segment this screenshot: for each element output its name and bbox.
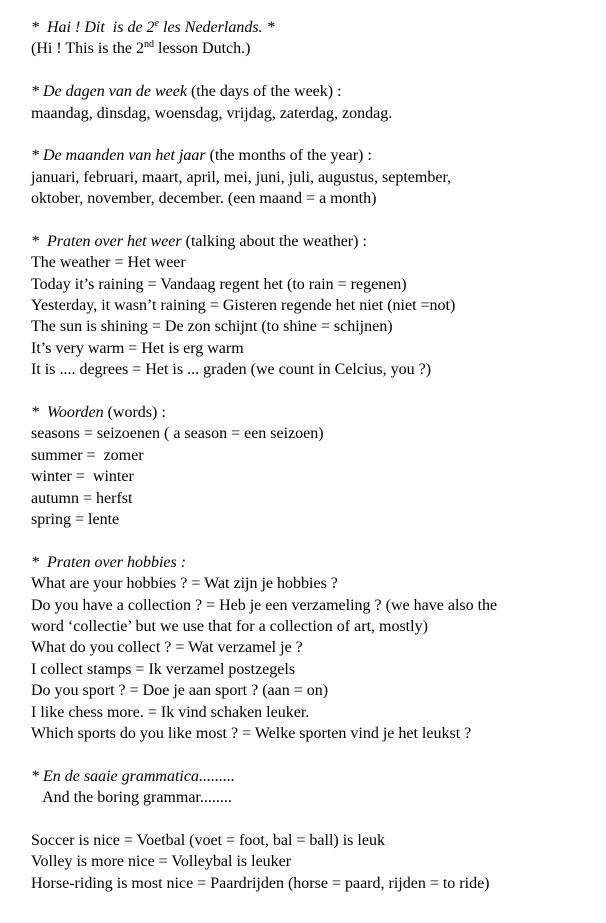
months-list-line: januari, februari, maart, april, mei, juni, juli, augustus, september, xyxy=(31,168,452,186)
lesson-document xyxy=(31,17,591,894)
hobbies-line: Do you sport ? = Doe je aan sport ? (aan = on) xyxy=(31,682,329,700)
weather-line: Today it’s raining = Vandaag regent het (to rain = regenen) xyxy=(31,275,407,293)
hobbies-line: Which sports do you like most ? = Welke sporten vind je het leukst ? xyxy=(31,724,472,742)
grammar-line: Soccer is nice = Voetbal (voet = foot, bal = ball) is leuk xyxy=(31,831,385,849)
grammar-line: Volley is more nice = Volleybal is leuker xyxy=(31,853,292,871)
grammar-line: Horse-riding is most nice = Paardrijden (horse = paard, rijden = to ride) xyxy=(31,874,490,892)
hobbies-line: I collect stamps = Ik verzamel postzegels xyxy=(31,660,296,678)
hobbies-line: Do you have a collection ? = Heb je een verzameling ? (we have also the xyxy=(31,596,498,614)
weather-heading: * Praten over het weer (talking about the weather) : xyxy=(31,232,367,250)
days-list: maandag, dinsdag, woensdag, vrijdag, zaterdag, zondag. xyxy=(31,104,393,122)
months-heading: * De maanden van het jaar (the months of the year) : xyxy=(31,147,372,165)
hobbies-line: word ‘collectie’ but we use that for a collection of art, mostly) xyxy=(31,617,428,635)
weather-line: The sun is shining = De zon schijnt (to shine = schijnen) xyxy=(31,318,393,336)
grammar-subheading: And the boring grammar........ xyxy=(31,789,232,807)
words-line: winter = winter xyxy=(31,468,134,486)
weather-line: The weather = Het weer xyxy=(31,254,186,272)
words-line: autumn = herfst xyxy=(31,489,133,507)
hobbies-line: What do you collect ? = Wat verzamel je ? xyxy=(31,639,303,657)
hobbies-line: I like chess more. = Ik vind schaken leuker. xyxy=(31,703,310,721)
months-list-line: oktober, november, december. (een maand = a month) xyxy=(31,190,377,208)
weather-line: Yesterday, it wasn’t raining = Gisteren regende het niet (niet =not) xyxy=(31,297,456,315)
words-line: spring = lente xyxy=(31,510,120,528)
intro-title: * Hai ! Dit is de 2e les Nederlands. * xyxy=(31,18,275,36)
intro-translation: (Hi ! This is the 2nd lesson Dutch.) xyxy=(31,39,251,58)
grammar-heading: * En de saaie grammatica......... xyxy=(31,767,235,785)
weather-line: It is .... degrees = Het is ... graden (we count in Celcius, you ?) xyxy=(31,361,432,379)
words-heading: * Woorden (words) : xyxy=(31,404,166,422)
weather-line: It’s very warm = Het is erg warm xyxy=(31,339,244,357)
words-line: seasons = seizoenen ( a season = een seizoen) xyxy=(31,425,324,443)
hobbies-line: What are your hobbies ? = Wat zijn je hobbies ? xyxy=(31,575,338,593)
days-heading: * De dagen van de week (the days of the week) : xyxy=(31,83,342,101)
words-line: summer = zomer xyxy=(31,446,144,464)
hobbies-heading: * Praten over hobbies : xyxy=(31,553,187,571)
